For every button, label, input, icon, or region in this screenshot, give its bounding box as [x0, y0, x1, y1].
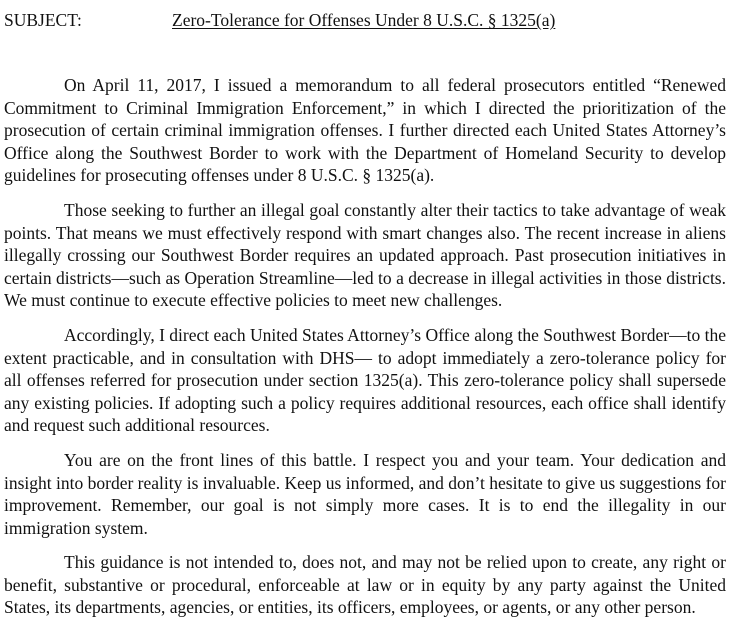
subject-label: SUBJECT:	[4, 10, 82, 30]
paragraph-memorandum-reference: On April 11, 2017, I issued a memorandum to all federal prosecutors entitled “Renewed Commitment to Criminal Immigration Enforcement,” in which I directed the prioritization of the prosecution of certain criminal immigration offenses. I further directed each United States Attorney’s Office along the Southwest Border to work with the Department of Homeland Security to develop guidelines for prosecuting offenses under 8 U.S.C. § 1325(a).	[4, 75, 726, 186]
paragraph-front-lines: You are on the front lines of this battle. I respect you and your team. Your dedication and insight into border reality is invaluable. Keep us informed, and don’t hesitate to give us suggestions for improvement. Remember, our goal is not simply more cases. It is to end the illegality in our immigration system.	[4, 449, 726, 538]
subject-text: Zero-Tolerance for Offenses Under 8 U.S.C. § 1325(a)	[172, 10, 556, 30]
paragraph-tactics: Those seeking to further an illegal goal constantly alter their tactics to take advantage of weak points. That means we must effectively respond with smart changes also. The recent increase in aliens illegally crossing our Southwest Border requires an updated approach. Past prosecution initiatives in certain districts—such as Operation Streamline—led to a decrease in illegal activities in those districts. We must continue to execute effective policies to meet new challenges.	[4, 199, 726, 311]
paragraph-disclaimer: This guidance is not intended to, does not, and may not be relied upon to create, any right or benefit, substantive or procedural, enforceable at law or in equity by any party against the United States, its departments, agencies, or entities, its officers, employees, or agents, or any other person.	[4, 552, 726, 618]
paragraph-zero-tolerance-directive: Accordingly, I direct each United States Attorney’s Office along the Southwest Border—to the extent practicable, and in consultation with DHS— to adopt immediately a zero-tolerance policy for all offenses referred for prosecution under section 1325(a). This zero-tolerance policy shall supersede any existing policies. If adopting such a policy requires additional resources, each office shall identify and request such additional resources.	[4, 324, 726, 436]
subject-line	[4, 8, 729, 32]
memo-body	[4, 74, 726, 631]
